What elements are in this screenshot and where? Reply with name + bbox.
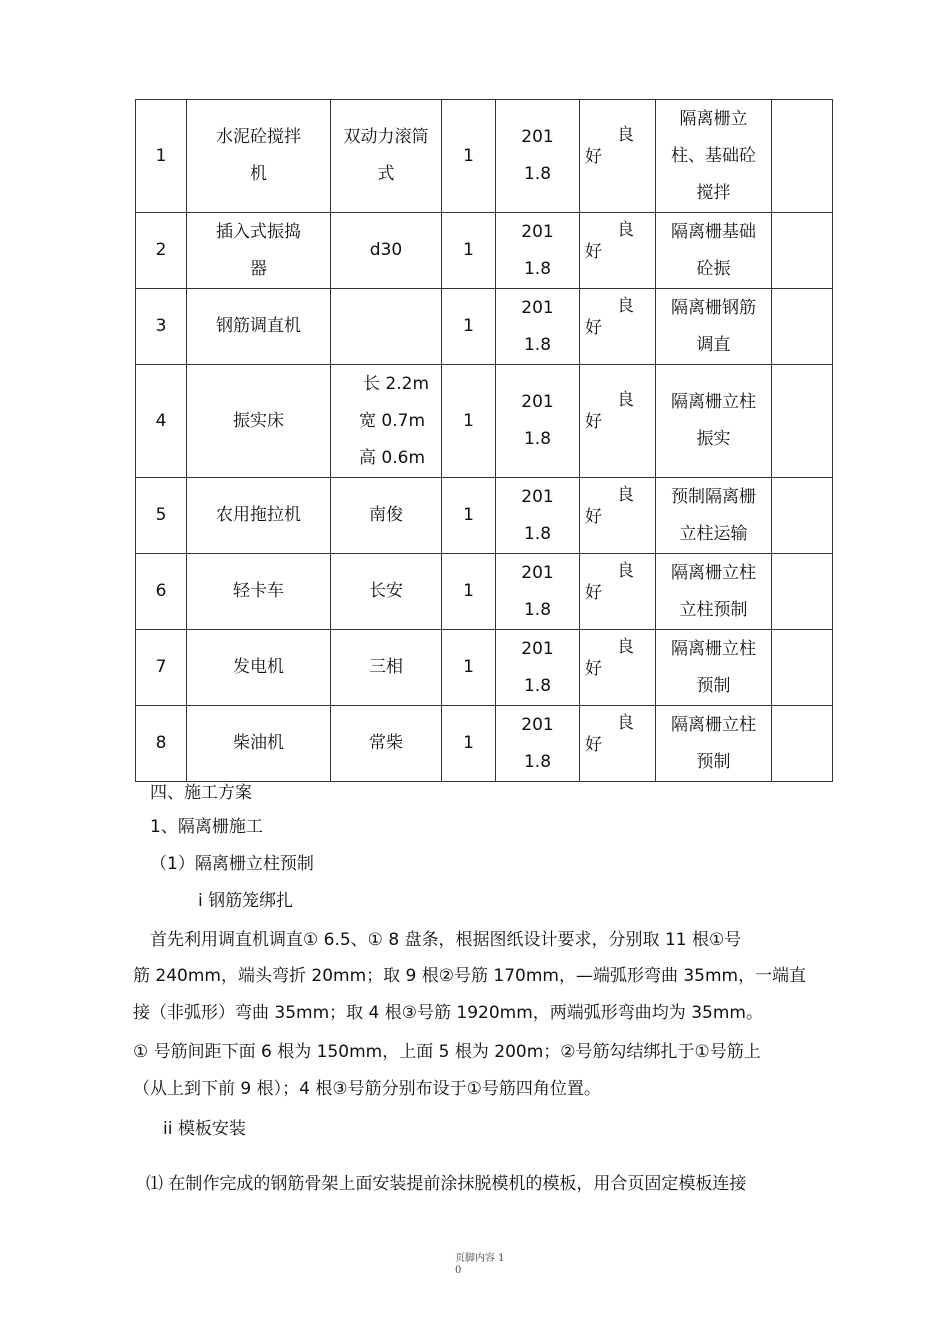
row-qty: 1 (442, 706, 496, 782)
row-date: 2011.8 (521, 297, 554, 355)
row-cond-a: 良 (617, 390, 634, 410)
row-use: 隔离栅立柱、基础砼搅拌 (671, 108, 756, 203)
table-row (136, 213, 833, 289)
row-cond-a: 良 (617, 484, 634, 505)
item-heading: i 钢筋笼绑扎 (198, 891, 294, 911)
row-name: 水泥砼搅拌机 (216, 127, 301, 184)
row-qty: 1 (442, 289, 496, 365)
footer-page-number: 0 (455, 1265, 462, 1276)
item-heading: ii 模板安装 (163, 1119, 246, 1139)
row-date: 2011.8 (521, 562, 554, 620)
row-qty: 1 (442, 213, 496, 289)
row-qty: 1 (442, 630, 496, 706)
row-qty: 1 (442, 100, 496, 213)
section-heading: 四、施工方案 (150, 783, 252, 803)
table-row (136, 554, 833, 630)
sub-subsection-heading: （1）隔离栅立柱预制 (150, 854, 314, 874)
row-use: 隔离栅立柱预制 (671, 714, 756, 772)
page-footer (455, 1253, 505, 1277)
equipment-table (135, 99, 833, 782)
row-name: 插入式振捣器 (216, 221, 301, 279)
row-model: d30 (369, 240, 403, 260)
paragraph-line: 筋 240mm，端头弯折 20mm；取 9 根②号筋 170mm，—端弧形弯曲 35mm，一端直 (133, 966, 807, 986)
row-note (772, 100, 833, 213)
row-name: 钢筋调直机 (216, 316, 301, 336)
row-no: 6 (136, 554, 187, 630)
row-date: 2011.8 (521, 127, 554, 184)
row-no: 5 (136, 478, 187, 554)
subsection-heading: 1、隔离栅施工 (150, 817, 263, 837)
row-note (772, 630, 833, 706)
row-no: 3 (136, 289, 187, 365)
row-note (772, 289, 833, 365)
row-cond-b: 好 (585, 241, 602, 262)
paragraph-line: ① 号筋间距下面 6 根为 150mm，上面 5 根为 200m；②号筋勾结绑扎于①号筋上 (133, 1042, 761, 1062)
row-use: 预制隔离栅立柱运输 (671, 486, 756, 544)
row-note (772, 213, 833, 289)
model-line: 长 2.2m (363, 373, 429, 394)
row-cond-b: 好 (585, 658, 602, 679)
footer-text: 页脚内容 1 (455, 1253, 505, 1264)
row-date: 2011.8 (521, 714, 554, 772)
row-qty: 1 (442, 554, 496, 630)
row-name: 农用拖拉机 (216, 505, 301, 525)
row-cond-a: 良 (617, 636, 634, 657)
paragraph-line: ⑴ 在制作完成的钢筋骨架上面安装提前涂抹脱模机的模板，用合页固定模板连接 (146, 1174, 747, 1194)
paragraph-line: 接（非弧形）弯曲 35mm；取 4 根③号筋 1920mm，两端弧形弯曲均为 35mm。 (133, 1003, 763, 1023)
row-note (772, 554, 833, 630)
row-model: 常柴 (369, 733, 403, 753)
model-line: 宽 0.7m (359, 410, 425, 431)
model-line: 高 0.6m (359, 447, 425, 468)
table-row (136, 478, 833, 554)
row-name: 振实床 (233, 410, 284, 431)
row-name: 柴油机 (233, 733, 284, 753)
table-row (136, 630, 833, 706)
row-cond-b: 好 (585, 506, 602, 527)
row-name: 发电机 (233, 657, 284, 677)
row-no: 2 (136, 213, 187, 289)
table-row (136, 100, 833, 213)
row-qty: 1 (442, 478, 496, 554)
row-model: 三相 (369, 657, 403, 677)
row-cond-a: 良 (617, 712, 634, 733)
paragraph-line: 首先利用调直机调直① 6.5、① 8 盘条，根据图纸设计要求，分别取 11 根①号 (150, 930, 742, 950)
row-model (331, 366, 441, 403)
row-use: 隔离栅立柱振实 (671, 392, 756, 449)
row-cond-b: 好 (585, 317, 602, 338)
row-model: 双动力滚筒式 (343, 127, 429, 184)
row-cond-b: 好 (585, 412, 602, 432)
row-cond-b: 好 (585, 582, 602, 603)
row-cond-b: 好 (585, 147, 602, 167)
row-note (772, 365, 833, 478)
row-cond-a: 良 (617, 295, 634, 316)
row-date: 2011.8 (521, 221, 554, 279)
row-date: 2011.8 (521, 392, 554, 449)
row-qty: 1 (442, 365, 496, 478)
row-use: 隔离栅基础砼振 (671, 221, 756, 279)
row-note (772, 478, 833, 554)
row-no: 1 (136, 100, 187, 213)
table-row (136, 706, 833, 782)
row-no: 7 (136, 630, 187, 706)
table-row (136, 365, 833, 478)
row-use: 隔离栅立柱预制 (671, 638, 756, 696)
row-date: 2011.8 (521, 638, 554, 696)
row-model: 南俊 (369, 505, 403, 525)
row-model: 长安 (369, 581, 403, 601)
row-cond-b: 好 (585, 734, 602, 755)
row-cond-a: 良 (617, 125, 634, 145)
row-use: 隔离栅钢筋调直 (671, 297, 756, 355)
row-no: 8 (136, 706, 187, 782)
row-note (772, 706, 833, 782)
row-name: 轻卡车 (233, 581, 284, 601)
row-cond-a: 良 (617, 560, 634, 581)
paragraph-line: （从上到下前 9 根）；4 根③号筋分别布设于①号筋四角位置。 (133, 1079, 601, 1099)
row-date: 2011.8 (521, 486, 554, 544)
row-use: 隔离栅立柱立柱预制 (671, 562, 756, 620)
row-cond-a: 良 (617, 219, 634, 240)
table-row (136, 289, 833, 365)
row-no: 4 (136, 365, 187, 478)
